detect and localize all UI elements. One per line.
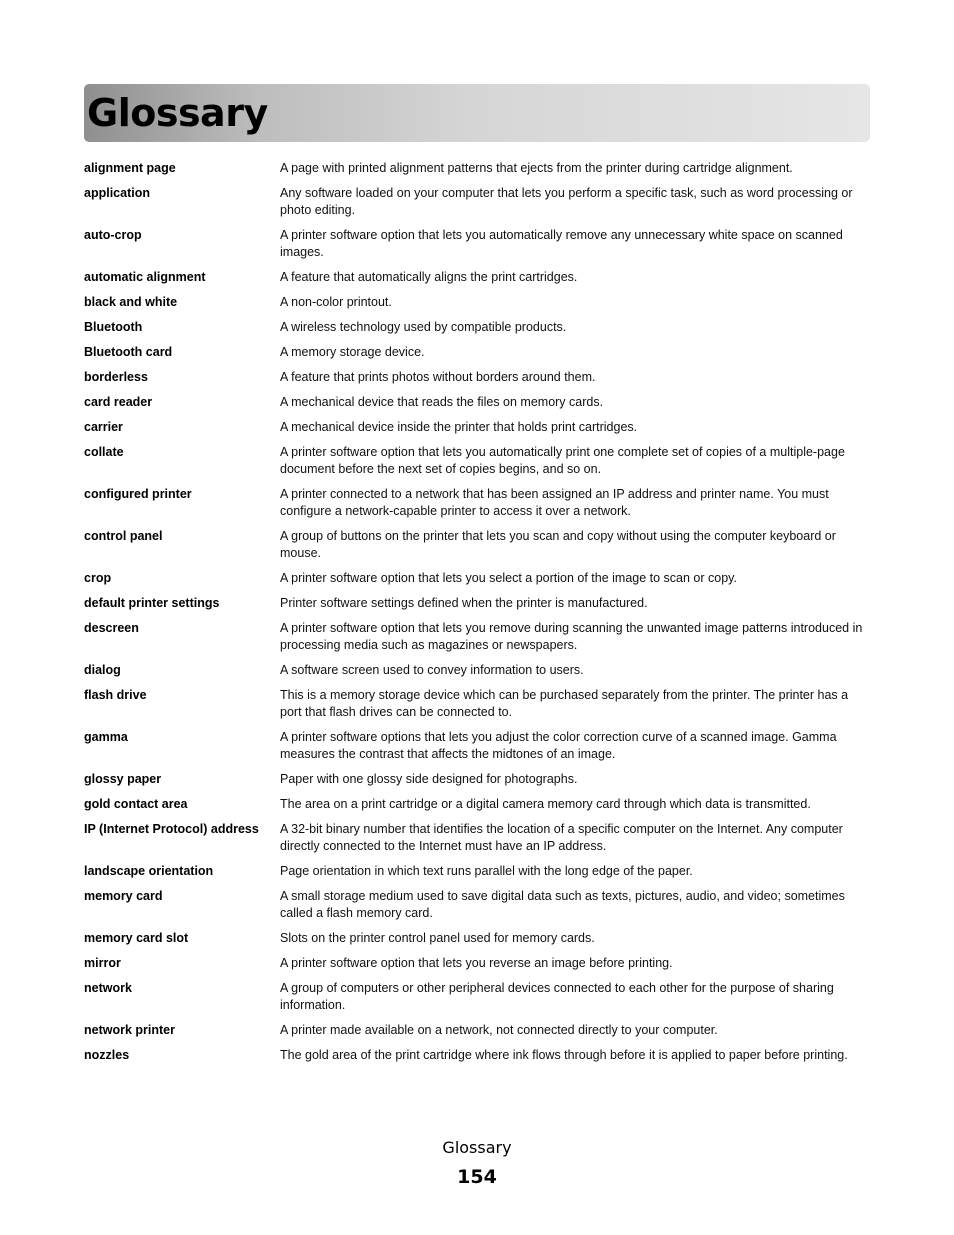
glossary-entry: [84, 528, 870, 562]
glossary-term: configured printer: [84, 487, 192, 501]
glossary-entry: [84, 444, 870, 478]
glossary-definition: Slots on the printer control panel used for memory cards.: [280, 931, 595, 945]
glossary-term: gamma: [84, 730, 128, 744]
glossary-term: mirror: [84, 956, 121, 970]
glossary-term: memory card slot: [84, 931, 189, 945]
glossary-entry: [84, 1022, 870, 1039]
glossary-entry: [84, 796, 870, 813]
glossary-entry: [84, 620, 870, 654]
glossary-term: IP (Internet Protocol) address: [84, 822, 259, 836]
glossary-definition: A printer software option that lets you reverse an image before printing.: [280, 956, 673, 970]
glossary-entry: [84, 419, 870, 436]
glossary-definition: A feature that prints photos without borders around them.: [280, 370, 596, 384]
glossary-entry: [84, 687, 870, 721]
glossary-entry: [84, 294, 870, 311]
glossary-definition: A group of buttons on the printer that lets you scan and copy without using the computer keyboard or mouse.: [280, 529, 836, 560]
glossary-entry: [84, 1047, 870, 1064]
glossary-definition: A printer software option that lets you remove during scanning the unwanted image patterns introduced in processing media such as magazines or newspapers.: [280, 621, 863, 652]
glossary-term: alignment page: [84, 161, 176, 175]
glossary-entry: [84, 595, 870, 612]
glossary-definition: A printer software option that lets you automatically print one complete set of copies of a multiple-page document before the next set of copies begins, and so on.: [280, 445, 845, 476]
glossary-term: flash drive: [84, 688, 147, 702]
glossary-entry: [84, 821, 870, 855]
glossary-entry: [84, 369, 870, 386]
glossary-entry: [84, 570, 870, 587]
glossary-entry: [84, 269, 870, 286]
glossary-list: [84, 160, 870, 1072]
glossary-definition: A printer software option that lets you select a portion of the image to scan or copy.: [280, 571, 737, 585]
glossary-definition: Paper with one glossy side designed for photographs.: [280, 772, 578, 786]
glossary-entry: [84, 980, 870, 1014]
glossary-definition: Printer software settings defined when the printer is manufactured.: [280, 596, 648, 610]
glossary-term: default printer settings: [84, 596, 220, 610]
glossary-definition: A group of computers or other peripheral devices connected to each other for the purpose of sharing information.: [280, 981, 834, 1012]
glossary-term: network printer: [84, 1023, 175, 1037]
glossary-term: carrier: [84, 420, 123, 434]
glossary-term: collate: [84, 445, 124, 459]
glossary-term: Bluetooth: [84, 320, 143, 334]
glossary-definition: A mechanical device inside the printer that holds print cartridges.: [280, 420, 638, 434]
glossary-term: nozzles: [84, 1048, 130, 1062]
glossary-definition: A mechanical device that reads the files on memory cards.: [280, 395, 604, 409]
glossary-entry: [84, 888, 870, 922]
glossary-definition: This is a memory storage device which can be purchased separately from the printer. The printer has a port that flash drives can be connected to.: [280, 688, 849, 719]
glossary-definition: A small storage medium used to save digital data such as texts, pictures, audio, and video; sometimes called a flash memory card.: [280, 889, 845, 920]
glossary-definition: A feature that automatically aligns the print cartridges.: [280, 270, 578, 284]
glossary-definition: A non-color printout.: [280, 295, 392, 309]
glossary-entry: [84, 863, 870, 880]
glossary-term: descreen: [84, 621, 139, 635]
glossary-definition: A printer connected to a network that has been assigned an IP address and printer name. You must configure a network-capable printer to access it over a network.: [280, 487, 829, 518]
glossary-entry: [84, 729, 870, 763]
page-number: 154: [457, 1166, 497, 1188]
glossary-entry: [84, 486, 870, 520]
glossary-entry: [84, 319, 870, 336]
glossary-definition: A 32-bit binary number that identifies the location of a specific computer on the Internet. Any computer directly connected to the Internet must have an IP address.: [280, 822, 843, 853]
glossary-entry: [84, 930, 870, 947]
glossary-term: landscape orientation: [84, 864, 214, 878]
glossary-term: glossy paper: [84, 772, 162, 786]
glossary-term: crop: [84, 571, 112, 585]
footer-section-label: Glossary: [442, 1138, 512, 1157]
glossary-entry: [84, 227, 870, 261]
glossary-entry: [84, 955, 870, 972]
glossary-definition: A printer made available on a network, not connected directly to your computer.: [280, 1023, 718, 1037]
glossary-term: Bluetooth card: [84, 345, 173, 359]
glossary-term: memory card: [84, 889, 163, 903]
glossary-term: network: [84, 981, 132, 995]
glossary-term: control panel: [84, 529, 163, 543]
glossary-term: card reader: [84, 395, 153, 409]
glossary-entry: [84, 185, 870, 219]
glossary-definition: The area on a print cartridge or a digital camera memory card through which data is transmitted.: [280, 797, 811, 811]
glossary-definition: A memory storage device.: [280, 345, 425, 359]
glossary-definition: A page with printed alignment patterns that ejects from the printer during cartridge alignment.: [280, 161, 793, 175]
glossary-term: auto-crop: [84, 228, 142, 242]
glossary-term: automatic alignment: [84, 270, 206, 284]
title-banner: [84, 84, 870, 142]
glossary-entry: [84, 662, 870, 679]
glossary-entry: [84, 160, 870, 177]
glossary-definition: A printer software options that lets you adjust the color correction curve of a scanned image. Gamma measures the contrast that affects the midtones of an image.: [280, 730, 837, 761]
glossary-entry: [84, 344, 870, 361]
glossary-definition: Page orientation in which text runs parallel with the long edge of the paper.: [280, 864, 693, 878]
glossary-term: black and white: [84, 295, 178, 309]
glossary-definition: A printer software option that lets you automatically remove any unnecessary white space on scanned images.: [280, 228, 843, 259]
glossary-definition: The gold area of the print cartridge where ink flows through before it is applied to paper before printing.: [280, 1048, 848, 1062]
glossary-entry: [84, 394, 870, 411]
glossary-term: gold contact area: [84, 797, 188, 811]
glossary-definition: A wireless technology used by compatible products.: [280, 320, 567, 334]
glossary-definition: A software screen used to convey information to users.: [280, 663, 584, 677]
glossary-term: borderless: [84, 370, 148, 384]
glossary-definition: Any software loaded on your computer that lets you perform a specific task, such as word processing or photo editing.: [280, 186, 853, 217]
glossary-term: application: [84, 186, 150, 200]
glossary-entry: [84, 771, 870, 788]
glossary-term: dialog: [84, 663, 121, 677]
page-title: Glossary: [87, 91, 268, 135]
